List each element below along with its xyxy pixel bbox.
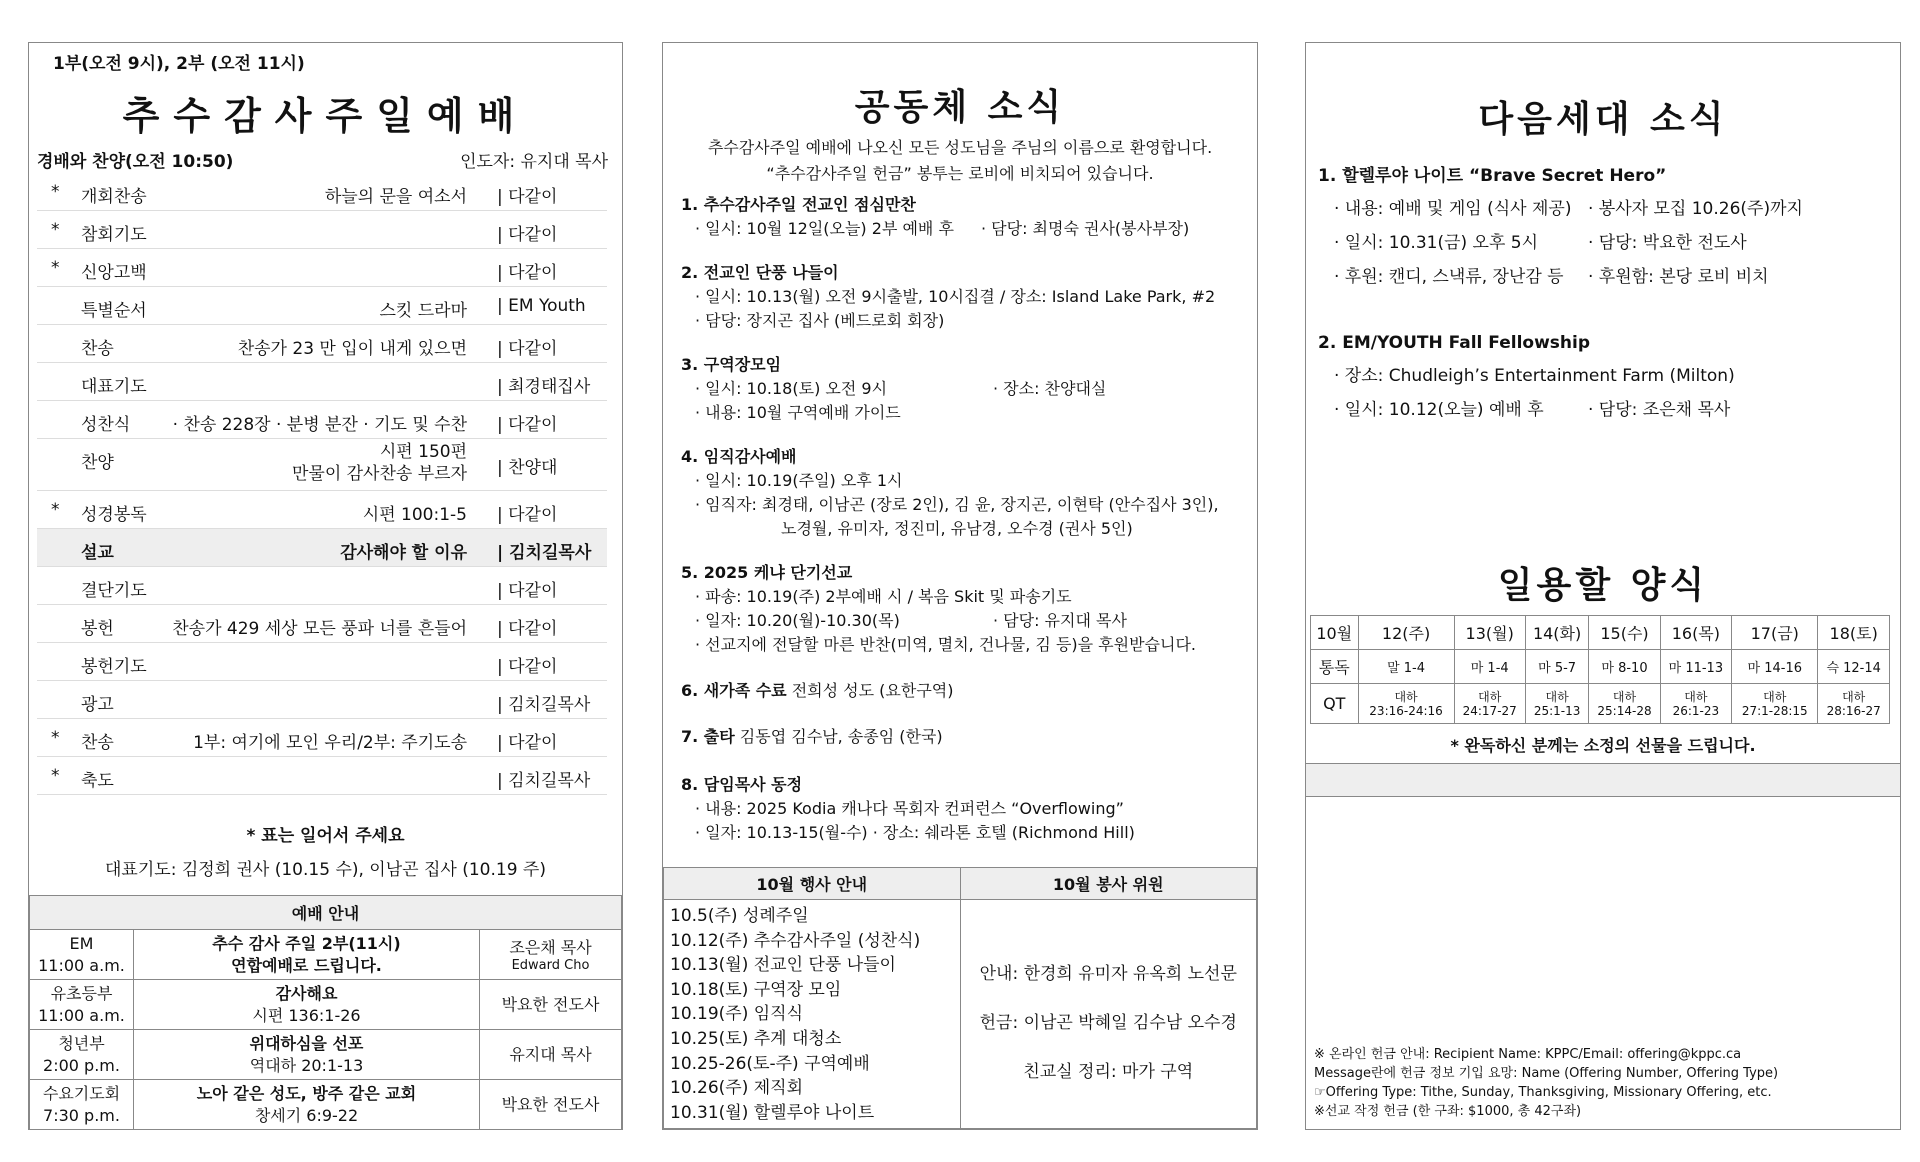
reading-plan-cell: 슥 12-14 — [1818, 650, 1890, 684]
worship-sub: 연합예배로 드립니다. — [231, 955, 382, 975]
reading-plan-day: 17(금) — [1732, 616, 1818, 650]
order-content-line: 시편 150편 — [379, 442, 467, 462]
praise-leader: 인도자: 유지대 목사 — [460, 152, 608, 172]
worship-pastor: 박요한 전도사 — [501, 1094, 600, 1114]
news-text: · 담당: 유지대 목사 — [993, 611, 1127, 630]
reading-plan-qt-row — [1311, 684, 1890, 724]
reading-plan-cell — [1732, 684, 1818, 724]
news-text: 노경월, 유미자, 정진미, 유남경, 오수경 (권사 5인) — [781, 519, 1133, 538]
worship-title: 노아 같은 성도, 방주 같은 교회 — [196, 1083, 417, 1103]
event-item: 10.5(주) 성례주일 — [670, 906, 809, 926]
next-gen-text: · 봉사자 모집 10.26(주)까지 — [1588, 199, 1803, 219]
intro-text — [663, 135, 1257, 187]
worship-time: 11:00 a.m. — [38, 955, 125, 975]
news-item-3 — [681, 353, 1247, 425]
events-cell — [664, 900, 961, 1129]
event-item: 10.19(주) 임직식 — [670, 1004, 804, 1025]
worship-row — [30, 1030, 622, 1080]
order-leader: | 다같이 — [497, 225, 558, 245]
news-item-6 — [681, 679, 1247, 703]
order-leader: | 다같이 — [497, 263, 558, 283]
standing-note: * 표는 일어서 주세요 — [246, 826, 405, 846]
news-text: 전희성 성도 (요한구역) — [786, 681, 954, 700]
order-row — [37, 249, 607, 287]
qt-range: 25:14-28 — [1597, 703, 1652, 718]
worship-title: 감사해요 — [275, 983, 338, 1003]
order-row — [37, 211, 607, 249]
news-text: 김동엽 김수남, 송종임 (한국) — [734, 727, 943, 746]
order-name: 광고 — [81, 695, 114, 715]
service-cell — [960, 900, 1257, 1129]
offering-line: ※선교 작정 헌금 (한 구좌: $1000, 총 42구좌) — [1314, 1104, 1582, 1119]
worship-pastor-cell — [480, 1080, 622, 1130]
standing-mark: * — [51, 500, 60, 520]
worship-order-list — [37, 173, 607, 795]
order-name: 축도 — [81, 771, 114, 791]
qt-range: 28:16-27 — [1826, 703, 1881, 718]
offering-line: ※ 온라인 헌금 안내: Recipient Name: KPPC/Email: offering@kppc.ca — [1314, 1047, 1742, 1062]
intro-line: 추수감사주일 예배에 나오신 모든 성도님을 주님의 이름으로 환영합니다. — [707, 138, 1213, 157]
next-gen-row — [1318, 361, 1890, 395]
order-leader: | 김치길목사 — [497, 695, 591, 715]
news-text: · 담당: 장지곤 집사 (베드로회 회장) — [695, 311, 945, 330]
worship-dept: 수요기도회 — [42, 1083, 121, 1103]
community-title: 공동체 소식 — [854, 87, 1066, 128]
reading-plan-cell: 마 5-7 — [1525, 650, 1589, 684]
news-title: 6. 새가족 수료 — [681, 681, 787, 700]
news-line — [681, 377, 1247, 401]
next-gen-row — [1318, 194, 1890, 228]
order-name: 특별순서 — [81, 301, 147, 321]
reading-plan-day: 12(주) — [1358, 616, 1454, 650]
worship-guide-header: 예배 안내 — [30, 896, 622, 930]
reading-plan-day: 10월 — [1311, 616, 1359, 650]
order-row — [37, 567, 607, 605]
qt-range: 24:17-27 — [1462, 703, 1517, 718]
event-item: 10.12(주) 추수감사주일 (성찬식) — [670, 930, 921, 951]
event-item: 10.18(토) 구역장 모임 — [670, 979, 842, 1000]
worship-title-cell — [134, 980, 480, 1030]
daily-bread-title: 일용할 양식 — [1497, 565, 1709, 606]
worship-pastor-cell — [480, 1030, 622, 1080]
service-header: 10월 봉사 위원 — [960, 868, 1257, 900]
order-name: 성찬식 — [81, 415, 131, 435]
reading-plan-day: 15(수) — [1589, 616, 1660, 650]
worship-title-cell — [134, 1080, 480, 1130]
order-name: 결단기도 — [81, 581, 147, 601]
news-line — [681, 217, 1247, 241]
qt-book: 대하 — [1763, 689, 1787, 704]
standing-mark: * — [51, 182, 60, 202]
worship-time: 11:00 a.m. — [38, 1005, 125, 1025]
news-title: 5. 2025 케냐 단기선교 — [681, 563, 853, 582]
order-content: 찬송가 429 세상 모든 풍파 너를 흔들어 — [172, 619, 467, 639]
news-item-7 — [681, 725, 1247, 749]
order-leader: | 다같이 — [497, 657, 558, 677]
service-item: 안내: 한경희 유미자 유옥희 노선문 — [979, 964, 1237, 984]
order-row — [37, 439, 607, 491]
order-row — [37, 401, 607, 439]
standing-mark: * — [51, 220, 60, 240]
worship-title-cell — [134, 1030, 480, 1080]
qt-range: 23:16-24:16 — [1369, 703, 1443, 718]
next-gen-row — [1318, 395, 1890, 429]
qt-range: 27:1-28:15 — [1741, 703, 1808, 718]
order-leader: | 다같이 — [497, 339, 558, 359]
reading-plan-header-row — [1311, 616, 1890, 650]
order-name: 찬송 — [81, 339, 114, 359]
reading-plan-note: * 완독하신 분께는 소정의 선물을 드립니다. — [1450, 736, 1756, 755]
service-times: 1부(오전 9시), 2부 (오전 11시) — [53, 54, 305, 74]
order-row — [37, 605, 607, 643]
reading-plan-cell: 마 11-13 — [1660, 650, 1732, 684]
next-generation-panel — [1305, 42, 1901, 1130]
online-offering-info — [1314, 1045, 1892, 1121]
worship-row — [30, 980, 622, 1030]
order-content: 하늘의 문을 여소서 — [324, 187, 467, 207]
reading-plan-cell — [1525, 684, 1589, 724]
worship-title-cell — [134, 930, 480, 980]
reading-plan-cell: 통독 — [1311, 650, 1359, 684]
order-content: 1부: 여기에 모인 우리/2부: 주기도송 — [193, 733, 467, 753]
service-item: 헌금: 이남곤 박혜일 김수남 오수경 — [979, 1013, 1237, 1033]
worship-row — [30, 1080, 622, 1130]
order-leader: | EM Youth — [497, 296, 586, 316]
order-leader: | 다같이 — [497, 619, 558, 639]
community-news-panel — [662, 42, 1258, 1130]
worship-pastor: 유지대 목사 — [509, 1044, 592, 1064]
qt-range: 26:1-23 — [1672, 703, 1720, 718]
event-item: 10.25-26(토-주) 구역예배 — [670, 1053, 870, 1074]
order-name: 봉헌기도 — [81, 657, 147, 677]
worship-dept-cell — [30, 1030, 134, 1080]
order-leader: | 다같이 — [497, 505, 558, 525]
reading-plan-day: 16(목) — [1660, 616, 1732, 650]
order-leader: | 김치길목사 — [497, 543, 592, 563]
events-list — [664, 900, 960, 1125]
order-content: · 찬송 228장 · 분병 분잔 · 기도 및 수찬 — [172, 415, 467, 435]
news-title: 7. 출타 — [681, 727, 735, 746]
reading-plan-cell: 마 1-4 — [1454, 650, 1525, 684]
next-gen-text: · 내용: 예배 및 게임 (식사 제공) — [1334, 199, 1572, 219]
next-gen-text: · 일시: 10.31(금) 오후 5시 — [1334, 233, 1539, 253]
order-content: 찬송가 23 만 입이 내게 있으면 — [237, 339, 467, 359]
worship-title: 추수 감사 주일 2부(11시) — [212, 933, 401, 953]
worship-title: 위대하심을 선포 — [249, 1033, 364, 1053]
order-leader: | 김치길목사 — [497, 771, 591, 791]
order-leader: | 다같이 — [497, 733, 558, 753]
worship-guide-table — [29, 895, 622, 1130]
standing-mark: * — [51, 728, 60, 748]
qt-book: 대하 — [1684, 689, 1708, 704]
news-title: 3. 구역장모임 — [681, 355, 782, 374]
worship-dept: EM — [69, 933, 94, 953]
news-text: · 일시: 10.19(주일) 오후 1시 — [695, 471, 903, 490]
order-content: 스킷 드라마 — [379, 301, 467, 321]
order-content-line: 만물이 감사찬송 부르자 — [291, 464, 467, 484]
reading-plan-day: 18(토) — [1818, 616, 1890, 650]
order-name: 대표기도 — [81, 377, 147, 397]
news-item-2 — [681, 261, 1247, 333]
reading-plan-cell: 마 14-16 — [1732, 650, 1818, 684]
next-gen-item-title: 2. EM/YOUTH Fall Fellowship — [1318, 333, 1591, 353]
worship-pastor: 조은채 목사 — [509, 937, 592, 957]
reading-plan-cell — [1818, 684, 1890, 724]
offering-line: ☞Offering Type: Tithe, Sunday, Thanksgiving, Missionary Offering, etc. — [1314, 1085, 1772, 1100]
news-item-4 — [681, 445, 1247, 541]
reading-plan-cell: 말 1-4 — [1358, 650, 1454, 684]
news-text: · 선교지에 전달할 마른 반찬(미역, 멸치, 건나물, 김 등)을 후원받습니다. — [695, 635, 1197, 654]
worship-pastor-cell — [480, 930, 622, 980]
order-leader: | 다같이 — [497, 187, 558, 207]
next-gen-item-1 — [1318, 161, 1890, 296]
service-list — [961, 900, 1257, 1097]
qt-range: 25:1-13 — [1533, 703, 1581, 718]
order-row — [37, 757, 607, 795]
order-row — [37, 529, 607, 567]
news-item-5 — [681, 561, 1247, 657]
order-row — [37, 173, 607, 211]
worship-dept: 유초등부 — [50, 983, 113, 1003]
next-gen-text: · 장소: Chudleigh’s Entertainment Farm (Milton) — [1334, 366, 1735, 386]
reading-plan-cell: 마 8-10 — [1589, 650, 1660, 684]
next-gen-row — [1318, 262, 1890, 296]
worship-order-panel — [28, 42, 623, 1130]
event-item: 10.25(토) 추계 대청소 — [670, 1028, 842, 1049]
offering-line: Message란에 헌금 정보 기입 요망: Name (Offering Number, Offering Type) — [1314, 1066, 1779, 1081]
reading-plan-table — [1310, 615, 1890, 724]
worship-dept-cell — [30, 980, 134, 1030]
news-title: 1. 추수감사주일 전교인 점심만찬 — [681, 195, 916, 214]
news-text: · 임직자: 최경태, 이남곤 (장로 2인), 김 윤, 장지곤, 이현탁 (안수집사 3인), — [695, 495, 1219, 514]
order-content: 감사해야 할 이유 — [340, 543, 467, 563]
order-leader: | 다같이 — [497, 581, 558, 601]
next-gen-item-2 — [1318, 333, 1890, 429]
news-text: · 내용: 2025 Kodia 캐나다 목회자 컨퍼런스 “Overflowing” — [695, 799, 1124, 818]
order-row — [37, 363, 607, 401]
intro-line: “추수감사주일 헌금” 봉투는 로비에 비치되어 있습니다. — [766, 164, 1154, 183]
worship-dept: 청년부 — [58, 1033, 105, 1053]
next-gen-text: · 후원함: 본당 로비 비치 — [1588, 267, 1769, 287]
worship-pastor-cell — [480, 980, 622, 1030]
qt-book: 대하 — [1394, 689, 1418, 704]
order-leader: | 최경태집사 — [497, 377, 591, 397]
reading-plan-label: QT — [1311, 684, 1359, 724]
order-row — [37, 287, 607, 325]
order-name: 봉헌 — [81, 619, 114, 639]
reading-plan-cell — [1660, 684, 1732, 724]
order-row — [37, 491, 607, 529]
praise-line — [37, 147, 608, 173]
news-text: · 내용: 10월 구역예배 가이드 — [695, 403, 901, 422]
order-leader: | 다같이 — [497, 415, 558, 435]
worship-dept-cell — [30, 1080, 134, 1130]
news-text: · 일자: 10.20(월)-10.30(목) — [695, 611, 900, 630]
order-content: 시편 100:1-5 — [362, 505, 467, 525]
order-row — [37, 643, 607, 681]
worship-sub: 역대하 20:1-13 — [249, 1055, 364, 1075]
news-item-1 — [681, 193, 1247, 241]
news-text: · 담당: 최명숙 권사(봉사부장) — [981, 219, 1190, 238]
news-title: 4. 임직감사예배 — [681, 447, 797, 466]
reading-plan-tongdok-row — [1311, 650, 1890, 684]
next-gen-text: · 담당: 조은채 목사 — [1588, 400, 1731, 420]
news-text: · 파송: 10.19(주) 2부예배 시 / 복음 Skit 및 파송기도 — [695, 587, 1072, 606]
standing-mark: * — [51, 766, 60, 786]
order-row — [37, 681, 607, 719]
worship-pastor-en: Edward Cho — [511, 957, 590, 973]
order-name: 개회찬송 — [81, 187, 147, 207]
order-name: 신앙고백 — [81, 263, 147, 283]
order-name: 찬송 — [81, 733, 114, 753]
standing-mark: * — [51, 258, 60, 278]
worship-sub: 시편 136:1-26 — [252, 1005, 361, 1025]
worship-dept-cell — [30, 930, 134, 980]
divider-bar — [1306, 763, 1900, 797]
reading-plan-cell — [1358, 684, 1454, 724]
order-name: 성경봉독 — [81, 505, 147, 525]
worship-time: 7:30 p.m. — [43, 1105, 120, 1125]
worship-sub: 창세기 6:9-22 — [254, 1105, 359, 1125]
order-name: 찬양 — [81, 453, 114, 473]
news-text: · 일자: 10.13-15(월-수) · 장소: 쉐라톤 호텔 (Richmond Hill) — [695, 823, 1135, 842]
news-text: · 일시: 10.18(토) 오전 9시 — [695, 379, 888, 398]
service-item: 친교실 정리: 마가 구역 — [1023, 1062, 1194, 1082]
reading-plan-cell — [1454, 684, 1525, 724]
next-gen-item-title: 1. 할렐루야 나이트 “Brave Secret Hero” — [1318, 166, 1667, 186]
worship-row — [30, 930, 622, 980]
worship-time: 2:00 p.m. — [43, 1055, 120, 1075]
news-text: · 일시: 10.13(월) 오전 9시출발, 10시집결 / 장소: Island Lake Park, #2 — [695, 287, 1216, 306]
news-text: · 일시: 10월 12일(오늘) 2부 예배 후 — [695, 219, 954, 238]
reading-plan-day: 13(월) — [1454, 616, 1525, 650]
next-gen-text: · 후원: 캔디, 스낵류, 장난감 등 — [1334, 267, 1564, 287]
reading-plan-day: 14(화) — [1525, 616, 1589, 650]
event-item: 10.26(주) 제직회 — [670, 1078, 804, 1099]
order-row — [37, 719, 607, 757]
next-gen-text: · 담당: 박요한 전도사 — [1588, 233, 1747, 253]
qt-book: 대하 — [1612, 689, 1637, 704]
next-gen-text: · 일시: 10.12(오늘) 예배 후 — [1334, 400, 1544, 420]
monthly-table — [663, 867, 1257, 1129]
events-header: 10월 행사 안내 — [664, 868, 961, 900]
worship-pastor: 박요한 전도사 — [501, 994, 600, 1014]
page-title: 추수감사주일예배 — [122, 94, 529, 138]
qt-book: 대하 — [1545, 689, 1569, 704]
order-name: 설교 — [81, 543, 114, 563]
next-gen-row — [1318, 228, 1890, 262]
prayer-note: 대표기도: 김정희 권사 (10.15 수), 이남곤 집사 (10.19 주) — [105, 860, 546, 880]
next-gen-title: 다음세대 소식 — [1478, 99, 1728, 140]
order-name: 참회기도 — [81, 225, 147, 245]
event-item: 10.31(월) 할렐루야 나이트 — [670, 1102, 875, 1123]
praise-time: 경배와 찬양(오전 10:50) — [37, 152, 234, 172]
qt-book: 대하 — [1842, 689, 1866, 704]
reading-plan-cell — [1589, 684, 1660, 724]
order-row — [37, 325, 607, 363]
order-content — [292, 441, 467, 485]
order-leader: | 찬양대 — [497, 458, 558, 478]
news-line — [681, 609, 1247, 633]
news-title: 2. 전교인 단풍 나들이 — [681, 263, 839, 282]
qt-book: 대하 — [1478, 689, 1502, 704]
news-item-8 — [681, 773, 1247, 845]
news-title: 8. 담임목사 동정 — [681, 775, 803, 794]
news-text: · 장소: 찬양대실 — [993, 379, 1107, 398]
event-item: 10.13(월) 전교인 단풍 나들이 — [670, 955, 896, 976]
